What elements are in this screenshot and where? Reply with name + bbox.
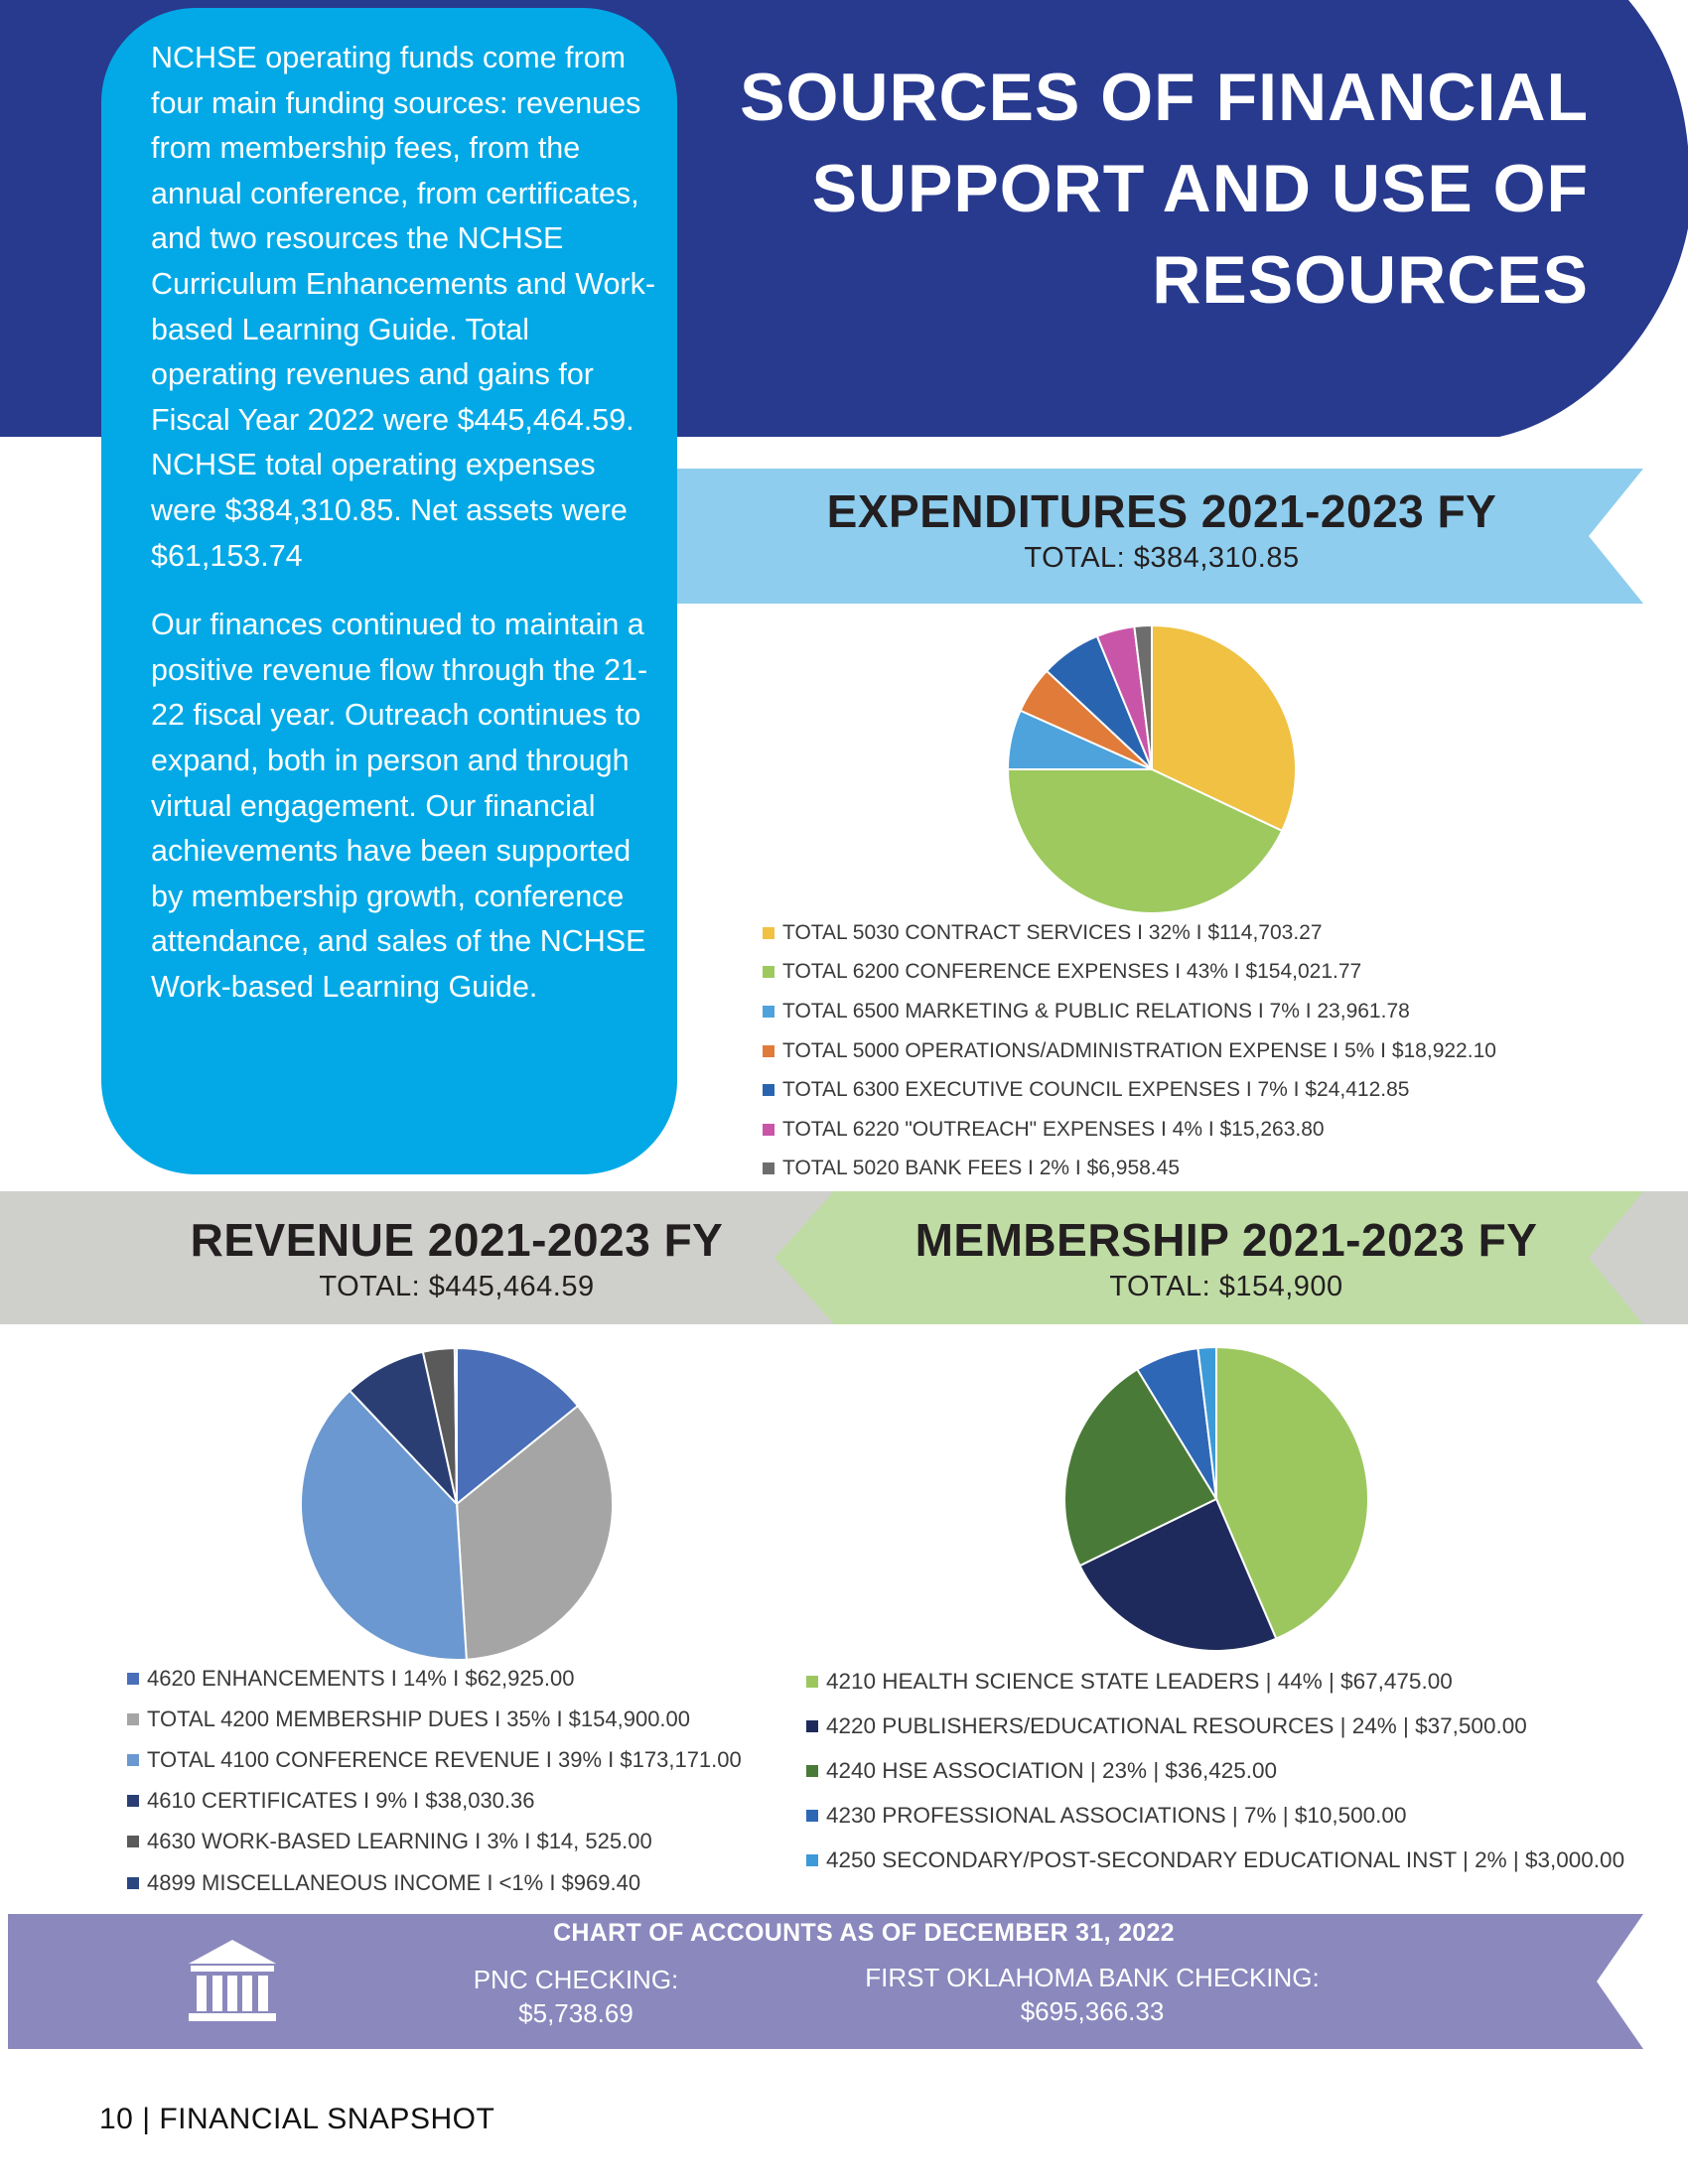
revenue-legend-label: TOTAL 4200 MEMBERSHIP DUES I 35% I $154,900.00 <box>147 1706 691 1731</box>
revenue-legend-label: TOTAL 4100 CONFERENCE REVENUE I 39% I $173,171.00 <box>147 1746 742 1772</box>
expenditures-legend-swatch <box>763 1084 774 1096</box>
membership-legend-item <box>806 1705 1624 1749</box>
membership-legend-label: 4210 HEALTH SCIENCE STATE LEADERS | 44% | $67,475.00 <box>826 1669 1453 1695</box>
revenue-legend-swatch <box>127 1673 139 1685</box>
membership-legend-item <box>806 1793 1624 1838</box>
expenditures-legend-item <box>763 1150 1496 1189</box>
revenue-legend-label: 4620 ENHANCEMENTS I 14% I $62,925.00 <box>147 1665 575 1691</box>
revenue-legend-swatch <box>127 1877 139 1889</box>
account-first-oklahoma <box>814 1961 1370 2028</box>
revenue-legend <box>127 1658 742 1903</box>
expenditures-legend-label: TOTAL 6500 MARKETING & PUBLIC RELATIONS I 7% I 23,961.78 <box>782 999 1410 1023</box>
expenditures-total: TOTAL: $384,310.85 <box>1024 542 1300 574</box>
page-title-line: SOURCES OF FINANCIAL <box>740 60 1589 135</box>
expenditures-legend-swatch <box>763 1006 774 1018</box>
bank-icon <box>185 1936 280 2025</box>
expenditures-legend-label: TOTAL 5030 CONTRACT SERVICES I 32% I $114,703.27 <box>782 920 1323 944</box>
expenditures-legend-item <box>763 953 1496 993</box>
membership-legend-label: 4220 PUBLISHERS/EDUCATIONAL RESOURCES | 24% | $37,500.00 <box>826 1713 1527 1739</box>
revenue-legend-item <box>127 1658 742 1699</box>
expenditures-legend-label: TOTAL 6220 "OUTREACH" EXPENSES I 4% I $15,263.80 <box>782 1117 1325 1141</box>
revenue-legend-item <box>127 1822 742 1862</box>
revenue-legend-label: 4610 CERTIFICATES I 9% I $38,030.36 <box>147 1788 535 1814</box>
revenue-legend-item <box>127 1739 742 1780</box>
account-pnc <box>427 1963 725 2030</box>
revenue-total: TOTAL: $445,464.59 <box>319 1271 595 1302</box>
membership-pie-chart <box>1053 1335 1380 1663</box>
membership-legend-label: 4230 PROFESSIONAL ASSOCIATIONS | 7% | $10,500.00 <box>826 1802 1407 1828</box>
expenditures-legend-label: TOTAL 6300 EXECUTIVE COUNCIL EXPENSES I 7% I $24,412.85 <box>782 1078 1410 1102</box>
expenditures-legend-swatch <box>763 927 774 939</box>
revenue-legend-label: 4899 MISCELLANEOUS INCOME I <1% I $969.40 <box>147 1869 641 1895</box>
page-title-line: RESOURCES <box>1152 242 1589 318</box>
revenue-legend-swatch <box>127 1754 139 1766</box>
revenue-legend-swatch <box>127 1713 139 1725</box>
expenditures-legend <box>763 913 1496 1188</box>
expenditures-legend-label: TOTAL 6200 CONFERENCE EXPENSES I 43% I $154,021.77 <box>782 960 1362 984</box>
expenditures-legend-swatch <box>763 1045 774 1057</box>
revenue-legend-swatch <box>127 1836 139 1847</box>
expenditures-legend-item <box>763 992 1496 1031</box>
membership-legend-label: 4240 HSE ASSOCIATION | 23% | $36,425.00 <box>826 1757 1278 1783</box>
revenue-legend-item <box>127 1862 742 1903</box>
membership-legend-swatch <box>806 1720 818 1732</box>
membership-legend-item <box>806 1660 1624 1705</box>
membership-legend-swatch <box>806 1676 818 1688</box>
expenditures-pie-chart <box>993 611 1311 928</box>
page-title-line: SUPPORT AND USE OF <box>811 151 1589 226</box>
revenue-legend-item <box>127 1699 742 1739</box>
expenditures-legend-label: TOTAL 5000 OPERATIONS/ADMINISTRATION EXPENSE I 5% I $18,922.10 <box>782 1038 1496 1062</box>
membership-legend-item <box>806 1749 1624 1794</box>
membership-total: TOTAL: $154,900 <box>1109 1271 1343 1302</box>
revenue-title: REVENUE 2021-2023 FY <box>190 1214 724 1266</box>
expenditures-legend-swatch <box>763 1124 774 1136</box>
membership-legend-swatch <box>806 1765 818 1777</box>
account-label: PNC CHECKING: <box>473 1965 679 1994</box>
membership-legend-item <box>806 1838 1624 1882</box>
membership-legend <box>806 1660 1624 1882</box>
membership-legend-swatch <box>806 1810 818 1822</box>
page-footer: 10 | FINANCIAL SNAPSHOT <box>99 2103 495 2135</box>
intro-paragraph: Our finances continued to maintain a positive revenue flow through the 21-22 fiscal year. Outreach continues to expand, both in person and through virtual engagement. Our financial achievements have been supported by membership growth, conference attendance, and sales of the NCHSE Work-based Learning Guide. <box>151 608 648 1004</box>
account-label: FIRST OKLAHOMA BANK CHECKING: <box>865 1963 1320 1992</box>
expenditures-legend-swatch <box>763 966 774 978</box>
expenditures-legend-item <box>763 1110 1496 1150</box>
expenditures-legend-item <box>763 1070 1496 1110</box>
revenue-pie-chart <box>288 1335 626 1673</box>
revenue-legend-swatch <box>127 1795 139 1807</box>
membership-legend-swatch <box>806 1854 818 1866</box>
accounts-title: CHART OF ACCOUNTS AS OF DECEMBER 31, 2022 <box>553 1919 1175 1947</box>
expenditures-legend-item <box>763 913 1496 953</box>
revenue-legend-item <box>127 1781 742 1822</box>
intro-paragraph: NCHSE operating funds come from four main funding sources: revenues from membership fees, from the annual conference, from certificates, and two resources the NCHSE Curriculum Enhancements and Work-based Learning Guide. Total operating revenues and gains for Fiscal Year 2022 were $445,464.59. NCHSE total operating expenses were $384,310.85. Net assets were $61,153.74 <box>151 41 655 573</box>
account-value: $695,366.33 <box>1020 1996 1165 2026</box>
expenditures-legend-item <box>763 1031 1496 1071</box>
page-title <box>616 52 1589 326</box>
intro-panel <box>101 8 677 1174</box>
expenditures-title: EXPENDITURES 2021-2023 FY <box>826 485 1497 537</box>
expenditures-legend-swatch <box>763 1162 774 1174</box>
account-value: $5,738.69 <box>518 1998 633 2028</box>
membership-legend-label: 4250 SECONDARY/POST-SECONDARY EDUCATIONAL INST | 2% | $3,000.00 <box>826 1846 1625 1872</box>
revenue-legend-label: 4630 WORK-BASED LEARNING I 3% I $14, 525.00 <box>147 1829 652 1854</box>
expenditures-legend-label: TOTAL 5020 BANK FEES I 2% I $6,958.45 <box>782 1157 1180 1180</box>
membership-title: MEMBERSHIP 2021-2023 FY <box>914 1214 1538 1266</box>
